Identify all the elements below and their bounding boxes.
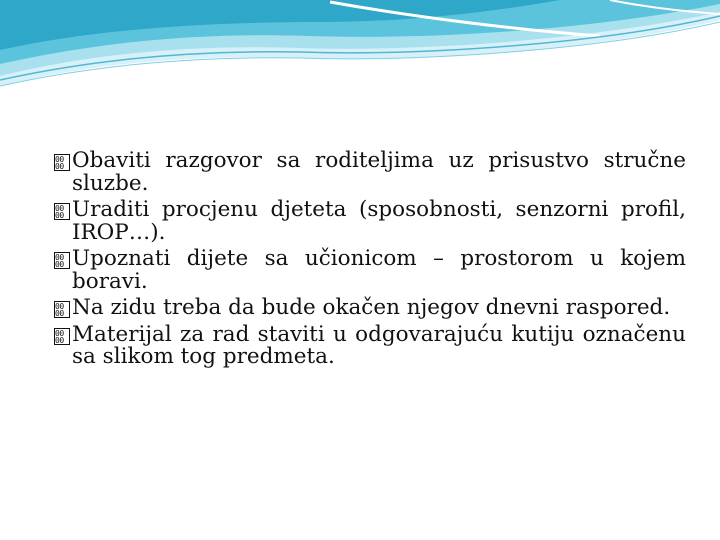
list-item xyxy=(54,297,686,320)
list-item xyxy=(54,199,686,244)
list-item-text: Na zidu treba da bude okačen njegov dnevni raspored. xyxy=(72,295,671,320)
list-item xyxy=(54,248,686,293)
missing-glyph-icon: 00 00 xyxy=(54,154,70,171)
missing-glyph-icon: 00 00 xyxy=(54,203,70,220)
missing-glyph-icon: 00 00 xyxy=(54,252,70,269)
list-item-text: Materijal za rad staviti u odgovarajuću kutiju označenu sa slikom tog predmeta. xyxy=(72,321,686,369)
missing-glyph-icon: 00 00 xyxy=(54,328,70,345)
header-wave-decoration xyxy=(0,0,720,90)
bullet-list xyxy=(54,150,686,373)
list-item xyxy=(54,321,686,369)
list-item xyxy=(54,150,686,195)
list-item-text: Uraditi procjenu djeteta (sposobnosti, senzorni profil, IROP…). xyxy=(72,197,686,245)
missing-glyph-icon: 00 00 xyxy=(54,301,70,318)
list-item-text: Upoznati dijete sa učionicom – prostorom u kojem boravi. xyxy=(72,246,686,294)
list-item-text: Obaviti razgovor sa roditeljima uz prisustvo stručne sluzbe. xyxy=(72,148,686,196)
